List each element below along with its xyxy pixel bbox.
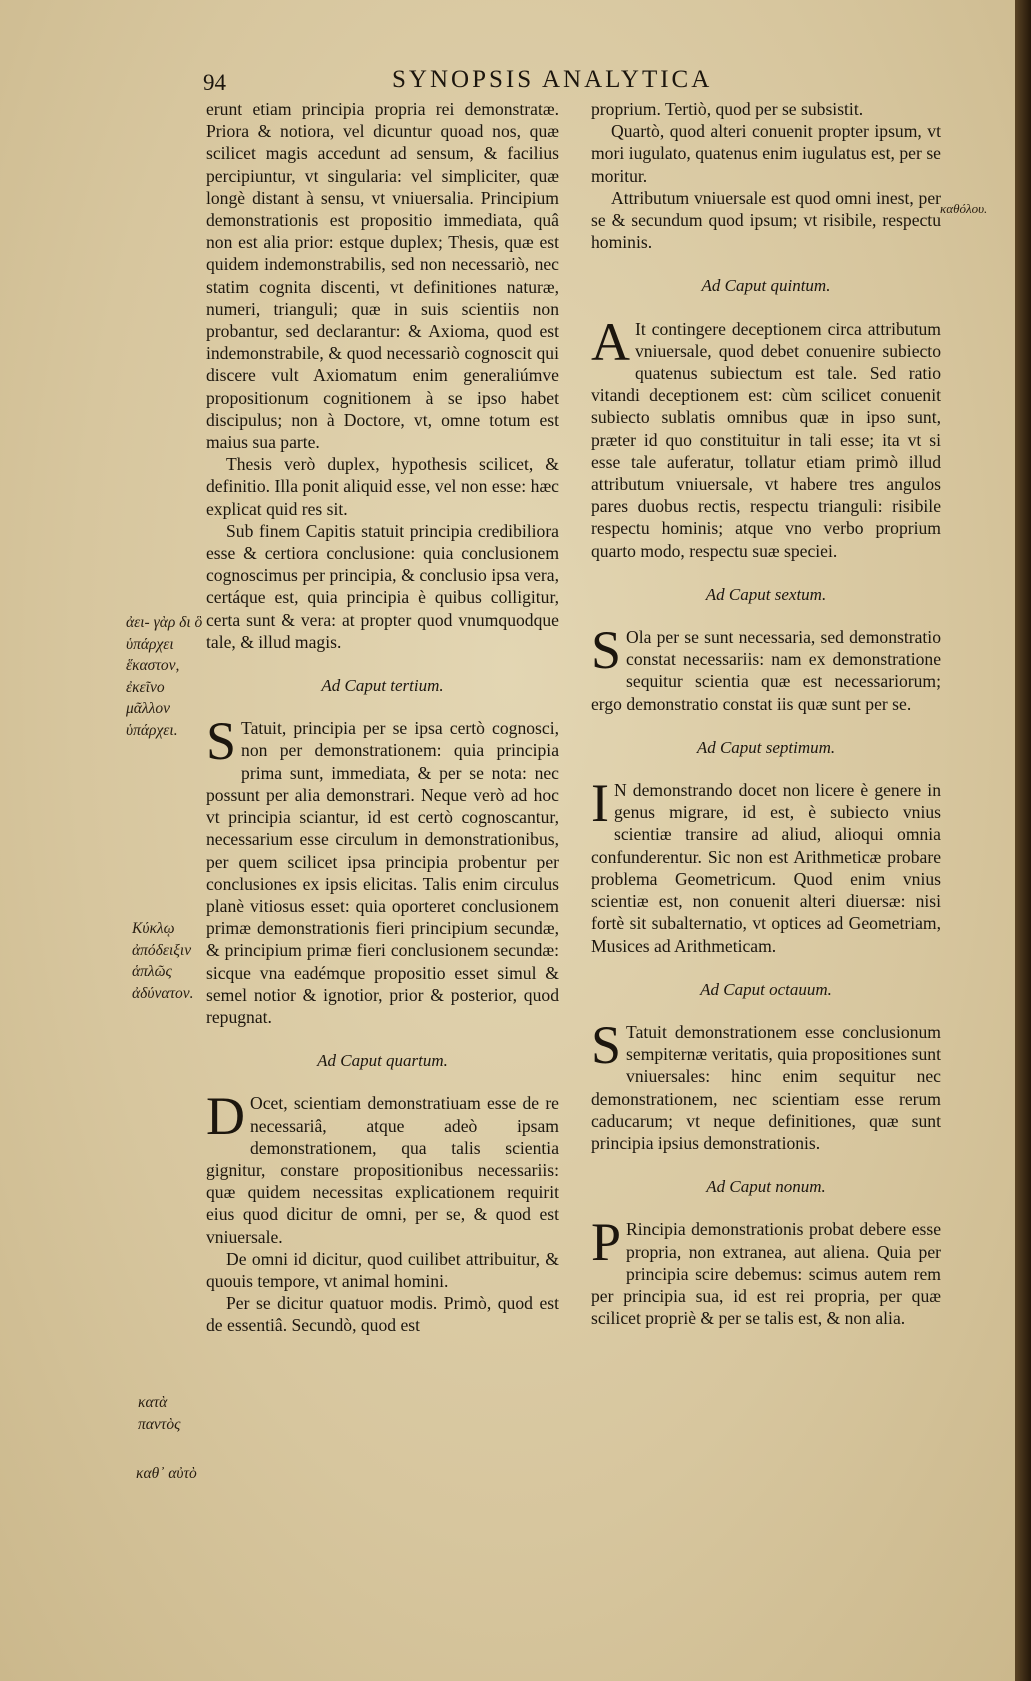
section-body: N demonstrando docet non licere è genere in genus migrare, id est, è subiecto vnius scientiæ transire ad aliud, alioqui omnia confunderentur. Sic non est Arithmeticæ probare problema Geometricum. Quod enim vnius scientiæ est, non conuenit alteri diuersæ: nisi fortè sit subalternatio, vt optices ad Geometriam, Musices ad Arithmeticam. (591, 780, 941, 956)
chapter-heading: Ad Caput septimum. (696, 737, 836, 757)
section-text (591, 1212, 941, 1329)
section-text (591, 1014, 941, 1154)
paragraph: proprium. Tertiò, quod per se subsistit. (591, 99, 864, 119)
right-column (591, 98, 941, 1329)
chapter-heading: Ad Caput sextum. (705, 584, 827, 604)
marginal-note: Κύκλῳ ἀπόδειξιν ἁπλῶς ἀδύνατον. (132, 920, 194, 1002)
marginal-note: κατὰ παντὸς (138, 1394, 181, 1433)
drop-cap: I (591, 773, 609, 834)
left-column (206, 98, 559, 1337)
paragraph: Quartò, quod alteri conuenit propter ipsum, vt mori iugulato, quatenus enim iugulatus est, per se moritur. (591, 121, 941, 186)
marginal-note: καθ᾽ αὐτὸ (136, 1465, 197, 1482)
drop-cap: S (591, 620, 622, 681)
paragraph: Per se dicitur quatuor modis. Primò, quod est de essentiâ. Secundò, quod est (206, 1293, 559, 1336)
marginal-note: καθόλου. (940, 201, 988, 216)
chapter-heading: Ad Caput quartum. (317, 1051, 448, 1071)
section-text (206, 1086, 559, 1247)
paragraph: Thesis verò duplex, hypothesis scilicet, & definitio. Illa ponit aliquid esse, vel non esse: hæc explicat quid res sit. (206, 454, 559, 519)
paragraph: Attributum vniuersale est quod omni inest, per se & secundum quod ipsum; vt risibile, respectu hominis. (591, 187, 941, 253)
paragraph: Sub finem Capitis statuit principia credibiliora esse & certiora conclusione: quia conclusionem cognoscimus per principia, & conclusio ipsa vera, certáque est, quia principia è quibus colligitur, certa sunt & vera: at propter quod vnumquodque tale, & illud magis. (206, 520, 559, 652)
chapter-heading: Ad Caput nonum. (706, 1177, 826, 1197)
page-number: 94 (203, 70, 226, 95)
section-text (591, 311, 941, 562)
section-body: Tatuit demonstrationem esse conclusionum sempiternæ veritatis, quia propositiones sunt vniuersales: hinc enim sequitur nec demonstrationem, nec scientiam esse rerum caducarum; vt neque definitiones, quæ sunt principia ipsius demonstrationis. (591, 1021, 941, 1153)
marginal-note: ἀει- γὰρ δι ὃ ὑπάρχει ἕκαστον, ἐκεῖνο μᾶλλον ὑπάρχει. (126, 614, 203, 739)
paragraph: erunt etiam principia propria rei demonstratæ. Priora & notiora, vel dicuntur quoad nos, quæ scilicet magis accedunt ad sensum, & facilius percipiuntur, vt singularia: vel simpliciter, quæ longè distant à sensu, vt vniuersalia. Principium demonstrationis est propositio immediata, quâ non est alia prior: estque duplex; Thesis, quæ est quidem indemonstrabilis, sed non necessariò, nec statim cognita discenti, vt definitiones naturæ, numeri, trianguli; quæ in suis scientiis non probantur, sed declarantur: & Axioma, quod est indemonstrabile, & quod necessariò cognoscit qui discere vult Axiomatum enim generaliúmve propositionum cognitionem à se ipso habet discipulus; non à Doctore, vt, omne totum est maius sua parte. (206, 99, 559, 453)
section-body: Tatuit, principia per se ipsa certò cognosci, non per demonstrationem: quia principia prima sunt, immediata, & per se nota: nec possunt per alia demonstrari. Neque verò ad hoc vt principia sciantur, id est certò cognoscantur, necessarium esse circulum in demonstrationibus, per quem scilicet ipsa principia probentur per conclusiones ex ipsis elicitas. Talis enim circulus planè vitiosus esset: quia oporteret conclusionem primæ demonstrationis fieri principium secundæ, & principium primæ fieri conclusionem secundæ: sicque vna eadémque propositio esset simul & semel notior & ignotior, prior & posterior, quod repugnat. (206, 718, 559, 1027)
drop-cap: S (591, 1014, 622, 1075)
section-body: Ocet, scientiam demonstratiuam esse de re necessariâ, atque adeò ipsam demonstrationem, qua talis scientia gignitur, constare propositionibus necessariis: quæ quidem necessitas explicationem requirit eius quod dicitur de omni, per se, & quod est vniuersale. (206, 1093, 559, 1247)
book-edge (1015, 0, 1031, 1681)
section-text (206, 711, 559, 1028)
paragraph: De omni id dicitur, quod cuilibet attribuitur, & quouis tempore, vt animal homini. (206, 1248, 559, 1291)
chapter-heading: Ad Caput quintum. (701, 276, 831, 296)
section-body: It contingere deceptionem circa attributum vniuersale, quod debet conuenire subiecto quatenus subiectum est tale. Sed ratio vitandi deceptionem est: cùm scilicet conuenit subiecto sublatis omnibus quæ in ipso sunt, præter id quo constituitur in tali esse; ita vt si esse tale auferatur, tollatur etiam primò illud attributum vniuersale, vt habere tres angulos pares duobus rectis, respectu trianguli: risibile respectu hominis; atque vno verbo proprium quarto modo, respectu suæ speciei. (591, 318, 941, 561)
running-head: SYNOPSIS ANALYTICA (392, 66, 713, 93)
drop-cap: S (206, 711, 237, 772)
drop-cap: D (206, 1086, 245, 1147)
section-body: Rincipia demonstrationis probat debere esse propria, non extranea, aut aliena. Quia per principia scire debemus: scimus autem rem per principia sua, id est rei propria, per quæ scilicet propriè & per se talis est, & non alia. (591, 1219, 941, 1329)
section-body: Ola per se sunt necessaria, sed demonstratio constat necessariis: nam ex demonstratione sequitur scientia quæ est necessariorum; ergo demonstratio constat iis quæ sunt per se. (591, 627, 941, 714)
section-text (591, 620, 941, 715)
drop-cap: A (591, 311, 630, 372)
chapter-heading: Ad Caput octauum. (700, 979, 832, 999)
drop-cap: P (591, 1212, 622, 1273)
chapter-heading: Ad Caput tertium. (321, 676, 444, 696)
section-text (591, 773, 941, 957)
